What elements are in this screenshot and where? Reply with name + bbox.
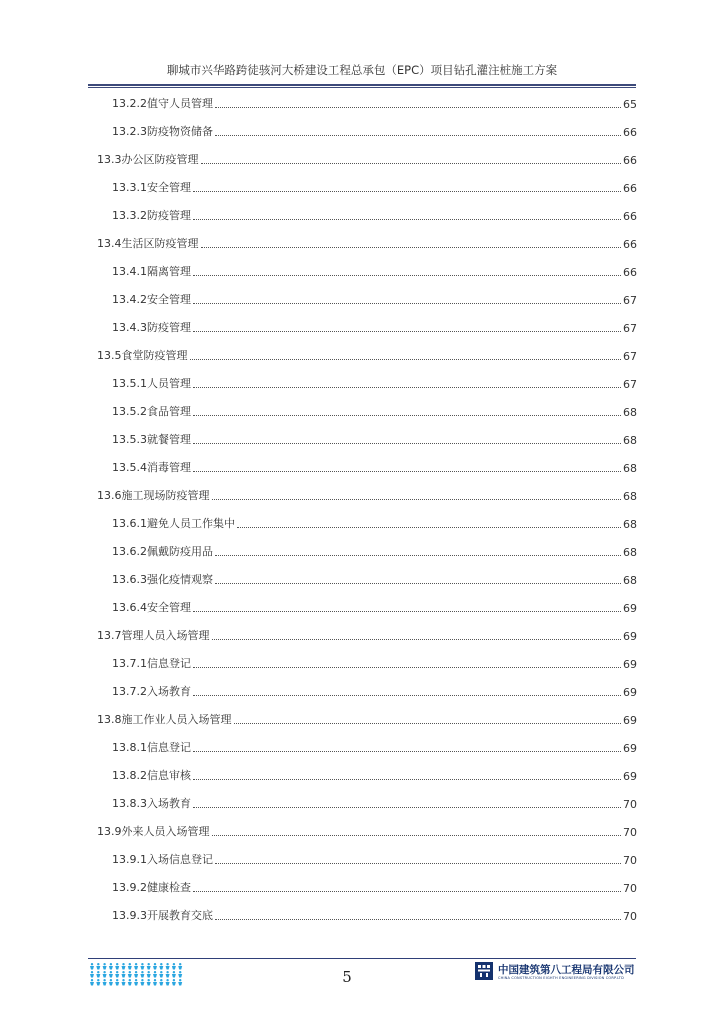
- toc-entry-page: 68: [623, 518, 637, 531]
- toc-entry-page: 69: [623, 658, 637, 671]
- toc-dot-leader: [193, 387, 621, 388]
- toc-dot-leader: [193, 415, 621, 416]
- company-name: 中国建筑第八工程局有限公司: [498, 964, 635, 976]
- toc-entry[interactable]: [97, 708, 637, 728]
- toc-entry-title: 13.8.1信息登记: [112, 741, 191, 754]
- toc-entry[interactable]: [112, 204, 637, 224]
- footer-rule: [88, 958, 636, 959]
- toc-entry[interactable]: [112, 456, 637, 476]
- toc-dot-leader: [215, 919, 621, 920]
- page-header-title: 聊城市兴华路跨徒骇河大桥建设工程总承包（EPC）项目钻孔灌注桩施工方案: [166, 63, 558, 77]
- toc-entry-page: 69: [623, 630, 637, 643]
- toc-entry[interactable]: [97, 820, 637, 840]
- toc-entry-page: 65: [623, 98, 637, 111]
- toc-entry-title: 13.3.1安全管理: [112, 181, 191, 194]
- toc-entry-title: 13.7管理人员入场管理: [97, 629, 210, 642]
- toc-dot-leader: [201, 247, 622, 248]
- toc-entry-title: 13.6施工现场防疫管理: [97, 489, 210, 502]
- toc-entry[interactable]: [112, 120, 637, 140]
- toc-entry[interactable]: [97, 232, 637, 252]
- page-number: 5: [342, 968, 352, 986]
- toc-entry-title: 13.4.1隔离管理: [112, 265, 191, 278]
- toc-entry[interactable]: [112, 176, 637, 196]
- toc-entry-page: 66: [623, 126, 637, 139]
- toc-entry-page: 68: [623, 574, 637, 587]
- toc-entry[interactable]: [112, 764, 637, 784]
- company-name-en: CHINA CONSTRUCTION EIGHTH ENGINEERING DIVISION CORP.LTD: [498, 976, 624, 980]
- toc-dot-leader: [193, 751, 621, 752]
- toc-entry-page: 66: [623, 210, 637, 223]
- toc-dot-leader: [215, 107, 621, 108]
- toc-entry-page: 70: [623, 798, 637, 811]
- toc-dot-leader: [212, 835, 622, 836]
- header-rule-thin: [88, 87, 636, 88]
- toc-entry-title: 13.5.3就餐管理: [112, 433, 191, 446]
- toc-entry-title: 13.2.2值守人员管理: [112, 97, 213, 110]
- toc-entry-title: 13.6.2佩戴防疫用品: [112, 545, 213, 558]
- toc-dot-leader: [215, 135, 621, 136]
- toc-dot-leader: [212, 499, 622, 500]
- toc-entry[interactable]: [112, 736, 637, 756]
- toc-entry-title: 13.3办公区防疫管理: [97, 153, 199, 166]
- toc-entry-title: 13.7.2入场教育: [112, 685, 191, 698]
- toc-entry[interactable]: [112, 652, 637, 672]
- toc-dot-leader: [193, 443, 621, 444]
- toc-entry-page: 69: [623, 714, 637, 727]
- toc-entry[interactable]: [112, 92, 637, 112]
- toc-entry[interactable]: [97, 624, 637, 644]
- toc-entry-title: 13.9外来人员入场管理: [97, 825, 210, 838]
- toc-dot-leader: [193, 611, 621, 612]
- toc-entry-page: 69: [623, 686, 637, 699]
- toc-entry-page: 66: [623, 266, 637, 279]
- toc-entry-page: 69: [623, 602, 637, 615]
- toc-entry-title: 13.6.1避免人员工作集中: [112, 517, 235, 530]
- toc-entry-page: 66: [623, 238, 637, 251]
- toc-entry-page: 68: [623, 546, 637, 559]
- toc-entry-title: 13.3.2防疫管理: [112, 209, 191, 222]
- toc-entry[interactable]: [97, 484, 637, 504]
- toc-entry-page: 68: [623, 490, 637, 503]
- toc-dot-leader: [201, 163, 622, 164]
- toc-entry-page: 70: [623, 826, 637, 839]
- toc-entry-page: 67: [623, 350, 637, 363]
- toc-entry[interactable]: [112, 260, 637, 280]
- toc-entry-title: 13.5.2食品管理: [112, 405, 191, 418]
- toc-entry-title: 13.6.3强化疫情观察: [112, 573, 213, 586]
- toc-entry-title: 13.4.2安全管理: [112, 293, 191, 306]
- toc-entry-page: 67: [623, 378, 637, 391]
- toc-entry-title: 13.8.2信息审核: [112, 769, 191, 782]
- company-logo-icon: [475, 962, 493, 980]
- toc-entry-page: 70: [623, 854, 637, 867]
- toc-entry-page: 69: [623, 770, 637, 783]
- toc-entry[interactable]: [112, 288, 637, 308]
- toc-entry[interactable]: [112, 848, 637, 868]
- toc-dot-leader: [193, 219, 621, 220]
- toc-entry[interactable]: [112, 568, 637, 588]
- toc-dot-leader: [215, 863, 621, 864]
- toc-entry-page: 68: [623, 462, 637, 475]
- toc-dot-leader: [193, 303, 621, 304]
- toc-entry[interactable]: [112, 316, 637, 336]
- toc-dot-leader: [193, 695, 621, 696]
- toc-dot-leader: [193, 191, 621, 192]
- header-rule: [88, 84, 636, 86]
- toc-entry[interactable]: [112, 876, 637, 896]
- toc-dot-leader: [193, 779, 621, 780]
- toc-entry-title: 13.9.2健康检查: [112, 881, 191, 894]
- toc-entry[interactable]: [97, 344, 637, 364]
- toc-entry-page: 68: [623, 406, 637, 419]
- toc-dot-leader: [193, 891, 621, 892]
- toc-entry-page: 69: [623, 742, 637, 755]
- toc-entry-title: 13.2.3防疫物资储备: [112, 125, 213, 138]
- toc-entry-title: 13.8.3入场教育: [112, 797, 191, 810]
- toc-dot-leader: [190, 359, 622, 360]
- toc-entry-title: 13.5.4消毒管理: [112, 461, 191, 474]
- toc-entry-title: 13.8施工作业人员入场管理: [97, 713, 232, 726]
- toc-entry-page: 67: [623, 322, 637, 335]
- toc-entry[interactable]: [112, 428, 637, 448]
- footer-pattern-icon: [88, 962, 184, 986]
- toc-entry-page: 66: [623, 182, 637, 195]
- toc-entry-title: 13.7.1信息登记: [112, 657, 191, 670]
- toc-entry-title: 13.4.3防疫管理: [112, 321, 191, 334]
- toc-dot-leader: [193, 667, 621, 668]
- toc-entry[interactable]: [112, 904, 637, 924]
- toc-entry-page: 70: [623, 910, 637, 923]
- toc-entry-page: 68: [623, 434, 637, 447]
- toc-entry-page: 67: [623, 294, 637, 307]
- toc-entry[interactable]: [112, 596, 637, 616]
- toc-dot-leader: [234, 723, 622, 724]
- toc-entry[interactable]: [112, 400, 637, 420]
- toc-dot-leader: [193, 807, 621, 808]
- toc-entry-page: 66: [623, 154, 637, 167]
- toc-entry-title: 13.5食堂防疫管理: [97, 349, 188, 362]
- toc-entry-title: 13.9.3开展教育交底: [112, 909, 213, 922]
- toc-entry[interactable]: [112, 680, 637, 700]
- toc-entry[interactable]: [112, 372, 637, 392]
- toc-entry-title: 13.6.4安全管理: [112, 601, 191, 614]
- toc-dot-leader: [237, 527, 621, 528]
- toc-dot-leader: [193, 471, 621, 472]
- toc-entry-page: 70: [623, 882, 637, 895]
- toc-entry[interactable]: [112, 512, 637, 532]
- toc-dot-leader: [193, 331, 621, 332]
- toc-entry[interactable]: [112, 540, 637, 560]
- toc-entry-title: 13.4生活区防疫管理: [97, 237, 199, 250]
- toc-dot-leader: [212, 639, 622, 640]
- toc-entry[interactable]: [97, 148, 637, 168]
- toc-dot-leader: [193, 275, 621, 276]
- toc-entry-title: 13.5.1人员管理: [112, 377, 191, 390]
- toc-entry[interactable]: [112, 792, 637, 812]
- toc-entry-title: 13.9.1入场信息登记: [112, 853, 213, 866]
- toc-dot-leader: [215, 555, 621, 556]
- toc-dot-leader: [215, 583, 621, 584]
